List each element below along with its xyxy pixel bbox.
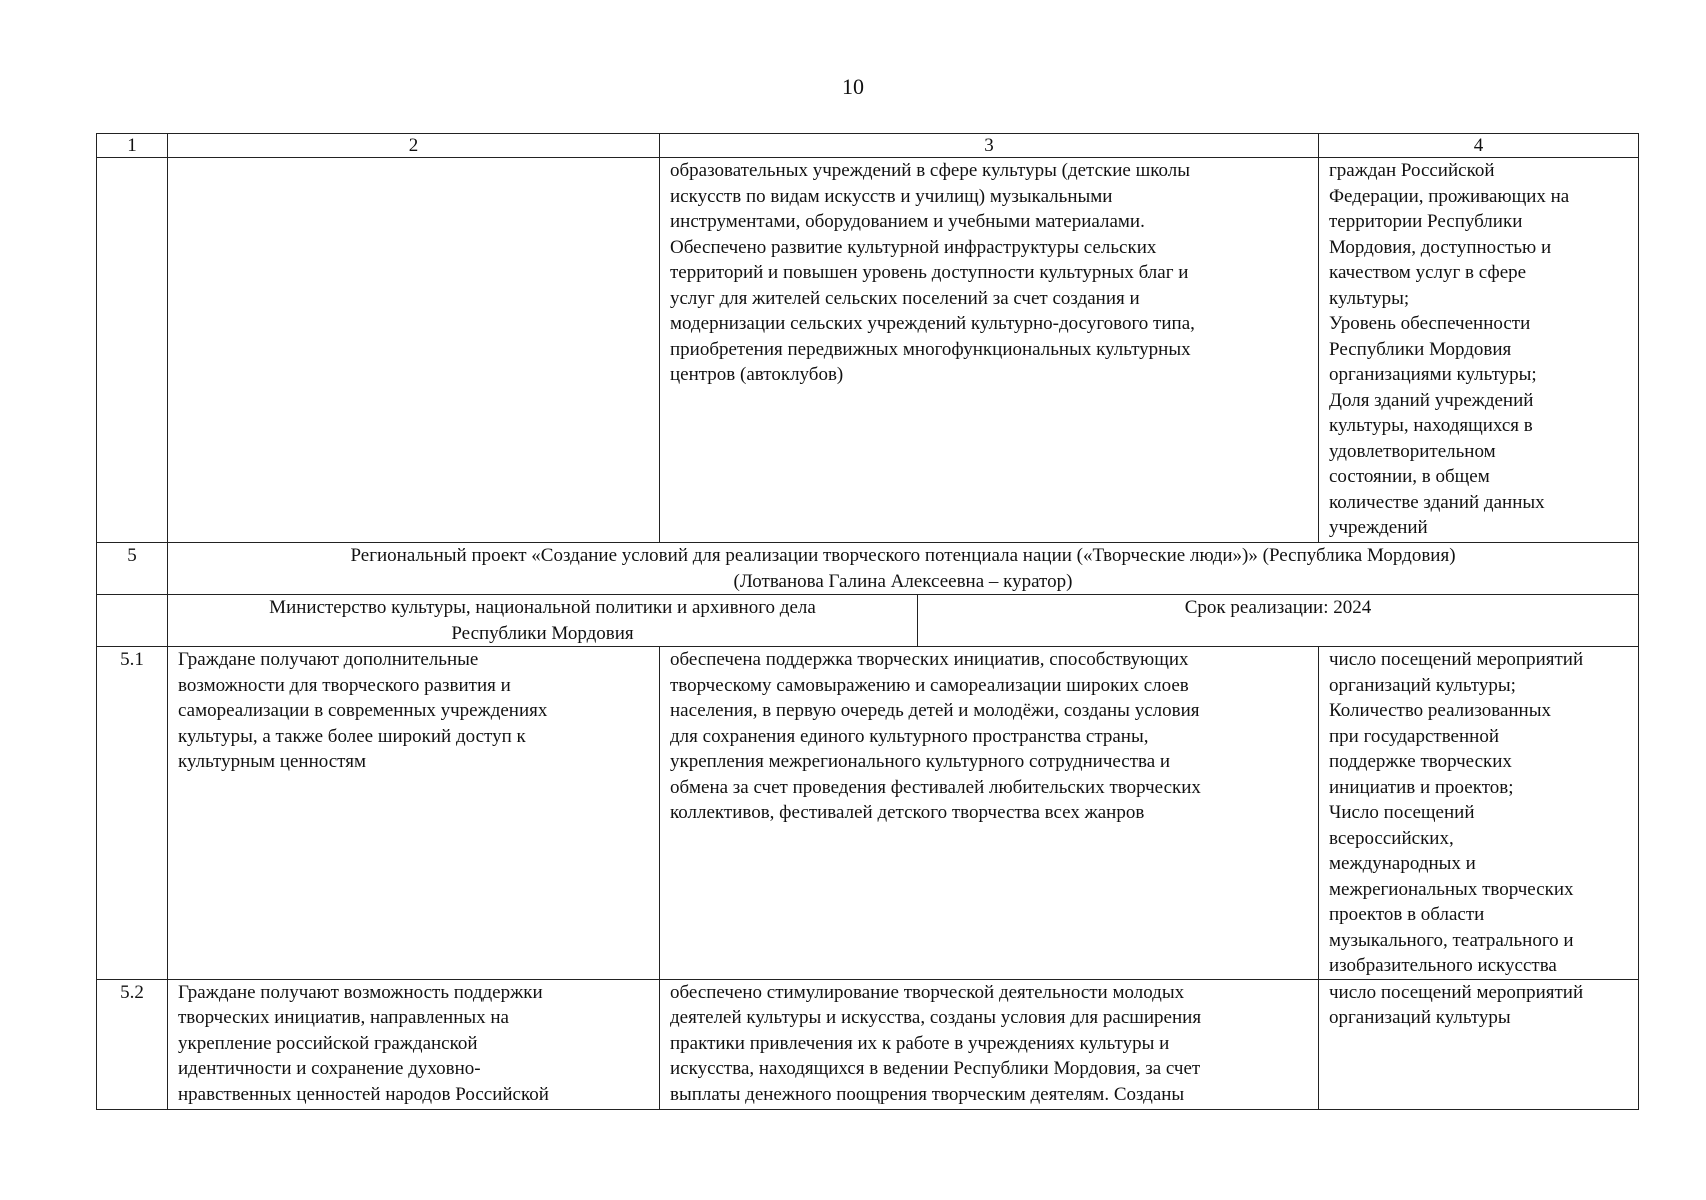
table-row (97, 647, 1639, 980)
project-number: 5 (97, 543, 168, 595)
indicator-cell: число посещений мероприятий организаций культуры (1319, 979, 1639, 1109)
row-number: 5.2 (97, 979, 168, 1109)
header-col-1: 1 (97, 134, 168, 158)
responsible-ministry: Министерство культуры, национальной политики и архивного дела Республики Мордовия (168, 595, 918, 647)
characteristic-cell: обеспечено стимулирование творческой деятельности молодых деятелей культуры и искусства, созданы условия для расширения практики привлечения их к работе в учреждениях культуры и искусства, находящихся в ведении Республики Мордовия, за счет выплаты денежного поощрения творческим деятелям. Созданы (660, 979, 1319, 1109)
characteristic-cell: образовательных учреждений в сфере культуры (детские школы искусств по видам искусств и училищ) музыкальными инструментами, оборудованием и учебными материалами. Обеспечено развитие культурной инфраструктуры сельских территорий и повышен уровень доступности культурных благ и услуг для жителей сельских поселений за счет создания и модернизации сельских учреждений культурно-досугового типа, приобретения передвижных многофункциональных культурных центров (автоклубов) (660, 158, 1319, 543)
measures-table (96, 133, 1639, 1110)
project-title: Региональный проект «Создание условий для реализации творческого потенциала нации («Творческие люди»)» (Республика Мордовия) (Лотванова Галина Алексеевна – куратор) (168, 543, 1639, 595)
result-cell: Граждане получают дополнительные возможности для творческого развития и самореализации в современных учреждениях культуры, а также более широкий доступ к культурным ценностям (168, 647, 660, 980)
result-cell: Граждане получают возможность поддержки творческих инициатив, направленных на укрепление российской гражданской идентичности и сохранение духовно- нравственных ценностей народов Российской (168, 979, 660, 1109)
characteristic-cell: обеспечена поддержка творческих инициатив, способствующих творческому самовыражению и самореализации широких слоев населения, в первую очередь детей и молодёжи, созданы условия для сохранения единого культурного пространства страны, укрепления межрегионального культурного сотрудничества и обмена за счет проведения фестивалей любительских творческих коллективов, фестивалей детского творчества всех жанров (660, 647, 1319, 980)
table-row (97, 979, 1639, 1109)
header-row (97, 134, 1639, 158)
result-cell (168, 158, 660, 543)
page-number: 10 (842, 74, 864, 99)
empty-cell (97, 595, 168, 647)
implementation-term: Срок реализации: 2024 (918, 595, 1639, 647)
header-col-4: 4 (1319, 134, 1639, 158)
header-col-2: 2 (168, 134, 660, 158)
indicator-cell: число посещений мероприятий организаций культуры; Количество реализованных при государственной поддержке творческих инициатив и проектов; Число посещений всероссийских, международных и межрегиональных творческих проектов в области музыкального, театрального и изобразительного искусства (1319, 647, 1639, 980)
row-number (97, 158, 168, 543)
row-number: 5.1 (97, 647, 168, 980)
project-responsible-row (97, 595, 1639, 647)
indicator-cell: граждан Российской Федерации, проживающих на территории Республики Мордовия, доступностью и качеством услуг в сфере культуры; Уровень обеспеченности Республики Мордовия организациями культуры; Доля зданий учреждений культуры, находящихся в удовлетворительном состоянии, в общем количестве зданий данных учреждений (1319, 158, 1639, 543)
project-row (97, 543, 1639, 595)
table-row (97, 158, 1639, 543)
header-col-3: 3 (660, 134, 1319, 158)
